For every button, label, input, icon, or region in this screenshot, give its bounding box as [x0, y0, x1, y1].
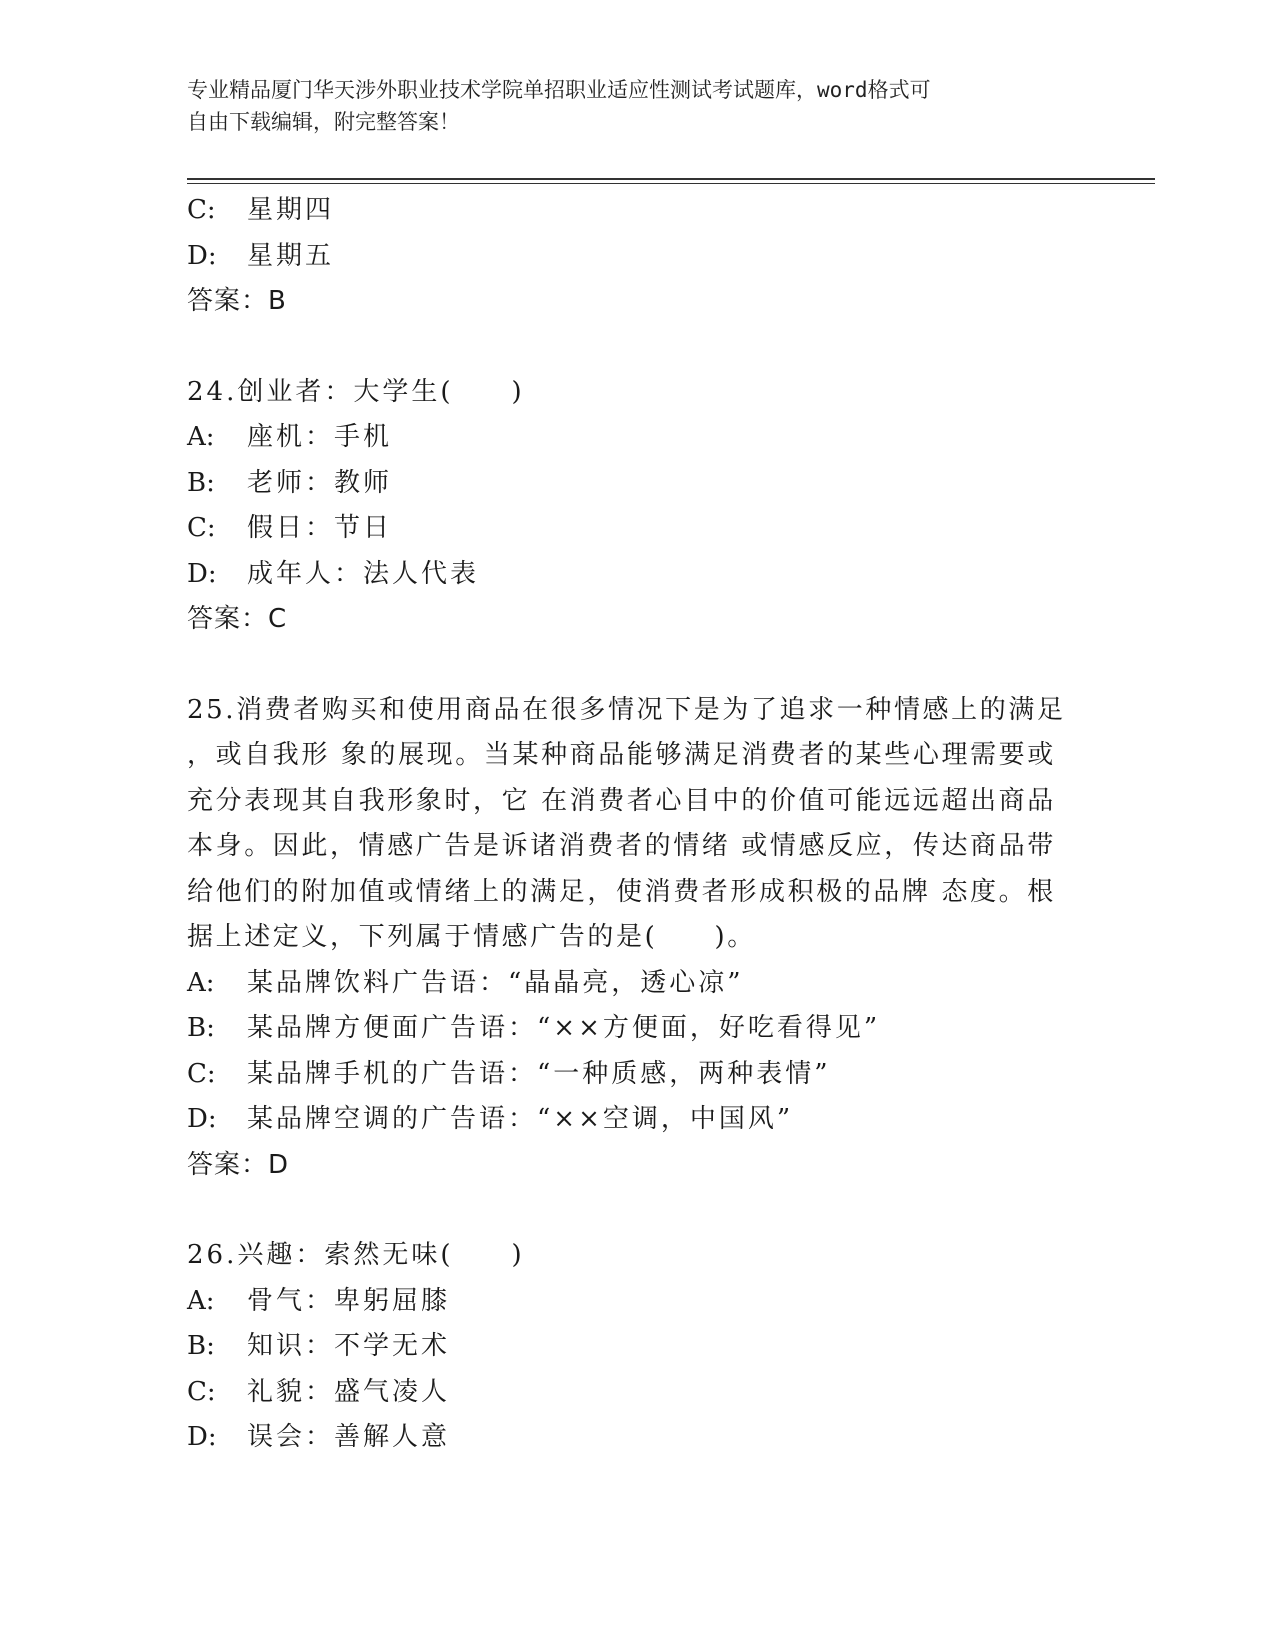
answer-line: 答案：D	[187, 1149, 290, 1180]
option-text: 星期五	[247, 240, 335, 271]
option-text: 某品牌手机的广告语：“一种质感，两种表情”	[247, 1058, 831, 1089]
prev-question-tail	[187, 188, 1087, 325]
spacer	[187, 643, 1087, 688]
option-letter: B:	[187, 1013, 215, 1043]
option-c	[187, 506, 1087, 552]
option-letter: D:	[187, 240, 217, 271]
option-d	[187, 552, 1087, 598]
option-d	[187, 1097, 1087, 1143]
option-text: 某品牌饮料广告语：“晶晶亮，透心凉”	[247, 967, 744, 998]
option-text: 知识：不学无术	[247, 1331, 451, 1361]
header-line-2: 自由下载编辑，附完整答案！	[187, 110, 460, 134]
question-26	[187, 1233, 1087, 1461]
question-stem-line: 本身。因此，情感广告是诉诸消费者的情绪 或情感反应，传达商品带	[187, 831, 1056, 861]
option-b	[187, 1006, 1087, 1052]
option-text: 座机：手机	[247, 422, 393, 452]
question-list	[187, 188, 1087, 1461]
option-b	[187, 461, 1087, 507]
option-letter: D:	[187, 1422, 217, 1452]
header-divider-thick	[187, 178, 1155, 180]
option-text: 星期四	[247, 195, 335, 225]
option-c	[187, 188, 1087, 234]
answer-line: 答案：B	[187, 286, 287, 316]
document-header	[187, 74, 1067, 138]
option-letter: C:	[187, 1376, 216, 1407]
question-stem-line: 25.消费者购买和使用商品在很多情况下是为了追求一种情感上的满足	[187, 694, 1066, 725]
option-a	[187, 961, 1087, 1007]
header-line-1: 专业精品厦门华天涉外职业技术学院单招职业适应性测试考试题库，word格式可	[187, 78, 931, 102]
question-25	[187, 688, 1087, 1189]
option-a	[187, 415, 1087, 461]
question-stem-line: 充分表现其自我形象时，它 在消费者心目中的价值可能远远超出商品	[187, 785, 1056, 816]
option-text: 老师：教师	[247, 467, 393, 498]
option-text: 某品牌方便面广告语：“××方便面，好吃看得见”	[247, 1013, 881, 1043]
option-letter: B:	[187, 1331, 215, 1361]
answer-line: 答案：C	[187, 604, 288, 634]
spacer	[187, 325, 1087, 370]
spacer	[187, 1188, 1087, 1233]
option-letter: C:	[187, 513, 216, 543]
option-b	[187, 1324, 1087, 1370]
question-stem-line: 据上述定义，下列属于情感广告的是( )。	[187, 922, 756, 952]
question-stem: 26.兴趣：索然无味( )	[187, 1240, 525, 1270]
option-letter: A:	[187, 1285, 215, 1316]
question-stem: 24.创业者：大学生( )	[187, 376, 525, 407]
question-stem-line: ，或自我形 象的展现。当某种商品能够满足消费者的某些心理需要或	[187, 740, 1056, 770]
option-letter: A:	[187, 967, 215, 998]
option-text: 骨气：卑躬屈膝	[247, 1285, 451, 1316]
option-text: 误会：善解人意	[247, 1422, 451, 1452]
option-letter: C:	[187, 1058, 216, 1089]
option-c	[187, 1052, 1087, 1098]
option-text: 某品牌空调的广告语：“××空调，中国风”	[247, 1104, 794, 1134]
option-c	[187, 1370, 1087, 1416]
option-letter: C:	[187, 195, 216, 225]
option-letter: D:	[187, 1104, 217, 1134]
question-24	[187, 370, 1087, 643]
option-text: 假日：节日	[247, 513, 393, 543]
option-letter: A:	[187, 422, 215, 452]
option-d	[187, 234, 1087, 280]
option-text: 成年人：法人代表	[247, 558, 480, 589]
option-letter: B:	[187, 467, 215, 498]
option-a	[187, 1279, 1087, 1325]
option-d	[187, 1415, 1087, 1461]
option-text: 礼貌：盛气凌人	[247, 1376, 451, 1407]
question-stem-line: 给他们的附加值或情绪上的满足，使消费者形成积极的品牌 态度。根	[187, 876, 1056, 907]
header-divider-thin	[187, 183, 1155, 184]
option-letter: D:	[187, 558, 217, 589]
